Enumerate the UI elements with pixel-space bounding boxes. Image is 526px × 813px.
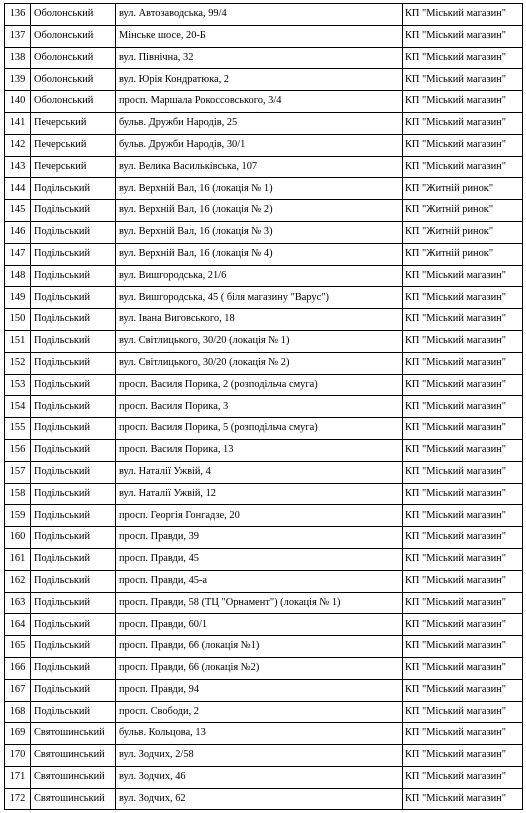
table-row — [5, 614, 523, 636]
district-cell: Святошинський — [31, 745, 116, 767]
row-number: 167 — [5, 679, 31, 701]
table-row — [5, 548, 523, 570]
district-cell: Подільський — [31, 592, 116, 614]
organization-cell: КП "Міський магазин" — [403, 505, 523, 527]
table-row — [5, 309, 523, 331]
organization-cell: КП "Міський магазин" — [403, 47, 523, 69]
table-row — [5, 69, 523, 91]
district-cell: Подільський — [31, 527, 116, 549]
table-row — [5, 657, 523, 679]
address-cell: вул. Юрія Кондратюка, 2 — [116, 69, 403, 91]
row-number: 143 — [5, 156, 31, 178]
address-cell: бульв. Дружби Народів, 30/1 — [116, 134, 403, 156]
district-cell: Подільський — [31, 548, 116, 570]
table-row — [5, 527, 523, 549]
address-cell: просп. Василя Порика, 5 (розподільча смуга) — [116, 418, 403, 440]
table-row — [5, 723, 523, 745]
district-cell: Подільський — [31, 636, 116, 658]
row-number: 153 — [5, 374, 31, 396]
address-cell: вул. Зодчих, 62 — [116, 788, 403, 810]
table-row — [5, 134, 523, 156]
organization-cell: КП "Міський магазин" — [403, 25, 523, 47]
address-cell: вул. Велика Васильківська, 107 — [116, 156, 403, 178]
organization-cell: КП "Міський магазин" — [403, 134, 523, 156]
table-row — [5, 505, 523, 527]
row-number: 169 — [5, 723, 31, 745]
organization-cell: КП "Міський магазин" — [403, 265, 523, 287]
address-cell: вул. Вишгородська, 45 ( біля магазину "Варус") — [116, 287, 403, 309]
row-number: 152 — [5, 352, 31, 374]
table-row — [5, 374, 523, 396]
address-cell: вул. Верхній Вал, 16 (локація № 1) — [116, 178, 403, 200]
row-number: 142 — [5, 134, 31, 156]
row-number: 140 — [5, 91, 31, 113]
row-number: 146 — [5, 221, 31, 243]
district-cell: Подільський — [31, 287, 116, 309]
district-cell: Оболонський — [31, 25, 116, 47]
row-number: 136 — [5, 4, 31, 26]
organization-cell: КП "Міський магазин" — [403, 701, 523, 723]
organization-cell: КП "Міський магазин" — [403, 439, 523, 461]
organization-cell: КП "Житній ринок" — [403, 243, 523, 265]
row-number: 144 — [5, 178, 31, 200]
address-cell: бульв. Дружби Народів, 25 — [116, 112, 403, 134]
row-number: 166 — [5, 657, 31, 679]
row-number: 171 — [5, 766, 31, 788]
organization-cell: КП "Міський магазин" — [403, 592, 523, 614]
table-row — [5, 418, 523, 440]
organization-cell: КП "Міський магазин" — [403, 69, 523, 91]
district-cell: Оболонський — [31, 4, 116, 26]
district-cell: Подільський — [31, 614, 116, 636]
table-row — [5, 4, 523, 26]
district-cell: Святошинський — [31, 766, 116, 788]
organization-cell: КП "Міський магазин" — [403, 483, 523, 505]
address-cell: просп. Свободи, 2 — [116, 701, 403, 723]
organization-cell: КП "Міський магазин" — [403, 636, 523, 658]
row-number: 147 — [5, 243, 31, 265]
district-cell: Подільський — [31, 243, 116, 265]
organization-cell: КП "Міський магазин" — [403, 352, 523, 374]
row-number: 155 — [5, 418, 31, 440]
organization-cell: КП "Міський магазин" — [403, 330, 523, 352]
organization-cell: КП "Міський магазин" — [403, 91, 523, 113]
organization-cell: КП "Міський магазин" — [403, 112, 523, 134]
row-number: 149 — [5, 287, 31, 309]
organization-cell: КП "Міський магазин" — [403, 156, 523, 178]
organization-cell: КП "Житній ринок" — [403, 200, 523, 222]
row-number: 141 — [5, 112, 31, 134]
district-cell: Подільський — [31, 352, 116, 374]
table-row — [5, 352, 523, 374]
organization-cell: КП "Міський магазин" — [403, 657, 523, 679]
organization-cell: КП "Міський магазин" — [403, 4, 523, 26]
organization-cell: КП "Міський магазин" — [403, 309, 523, 331]
district-cell: Подільський — [31, 396, 116, 418]
district-cell: Подільський — [31, 461, 116, 483]
table-row — [5, 25, 523, 47]
address-cell: просп. Василя Порика, 2 (розподільча смуга) — [116, 374, 403, 396]
table-row — [5, 156, 523, 178]
row-number: 151 — [5, 330, 31, 352]
organization-cell: КП "Міський магазин" — [403, 679, 523, 701]
row-number: 165 — [5, 636, 31, 658]
organization-cell: КП "Міський магазин" — [403, 374, 523, 396]
address-cell: вул. Зодчих, 2/58 — [116, 745, 403, 767]
address-cell: вул. Верхній Вал, 16 (локація № 4) — [116, 243, 403, 265]
organization-cell: КП "Міський магазин" — [403, 570, 523, 592]
address-cell: просп. Василя Порика, 3 — [116, 396, 403, 418]
table-row — [5, 439, 523, 461]
market-locations-table — [4, 3, 523, 810]
row-number: 164 — [5, 614, 31, 636]
organization-cell: КП "Міський магазин" — [403, 614, 523, 636]
organization-cell: КП "Міський магазин" — [403, 723, 523, 745]
district-cell: Подільський — [31, 570, 116, 592]
district-cell: Печерський — [31, 112, 116, 134]
row-number: 162 — [5, 570, 31, 592]
address-cell: бульв. Кольцова, 13 — [116, 723, 403, 745]
table-row — [5, 636, 523, 658]
district-cell: Подільський — [31, 265, 116, 287]
table-row — [5, 483, 523, 505]
table-row — [5, 788, 523, 810]
table-row — [5, 701, 523, 723]
organization-cell: КП "Міський магазин" — [403, 548, 523, 570]
address-cell: просп. Маршала Рокоссовського, 3/4 — [116, 91, 403, 113]
table-row — [5, 178, 523, 200]
district-cell: Подільський — [31, 178, 116, 200]
table-row — [5, 221, 523, 243]
district-cell: Подільський — [31, 374, 116, 396]
table-row — [5, 461, 523, 483]
address-cell: вул. Автозаводська, 99/4 — [116, 4, 403, 26]
address-cell: вул. Зодчих, 46 — [116, 766, 403, 788]
row-number: 158 — [5, 483, 31, 505]
row-number: 154 — [5, 396, 31, 418]
district-cell: Подільський — [31, 505, 116, 527]
row-number: 148 — [5, 265, 31, 287]
table-row — [5, 745, 523, 767]
organization-cell: КП "Міський магазин" — [403, 396, 523, 418]
district-cell: Подільський — [31, 418, 116, 440]
row-number: 172 — [5, 788, 31, 810]
district-cell: Подільський — [31, 439, 116, 461]
row-number: 145 — [5, 200, 31, 222]
address-cell: вул. Вишгородська, 21/6 — [116, 265, 403, 287]
row-number: 159 — [5, 505, 31, 527]
row-number: 163 — [5, 592, 31, 614]
table-row — [5, 243, 523, 265]
organization-cell: КП "Міський магазин" — [403, 766, 523, 788]
district-cell: Подільський — [31, 679, 116, 701]
row-number: 150 — [5, 309, 31, 331]
row-number: 139 — [5, 69, 31, 91]
district-cell: Святошинський — [31, 723, 116, 745]
organization-cell: КП "Міський магазин" — [403, 788, 523, 810]
address-cell: вул. Верхній Вал, 16 (локація № 2) — [116, 200, 403, 222]
address-cell: вул. Верхній Вал, 16 (локація № 3) — [116, 221, 403, 243]
district-cell: Святошинський — [31, 788, 116, 810]
address-cell: просп. Правди, 58 (ТЦ "Орнамент") (локація № 1) — [116, 592, 403, 614]
district-cell: Подільський — [31, 701, 116, 723]
row-number: 168 — [5, 701, 31, 723]
row-number: 156 — [5, 439, 31, 461]
row-number: 157 — [5, 461, 31, 483]
table-row — [5, 679, 523, 701]
table-row — [5, 112, 523, 134]
address-cell: вул. Івана Виговського, 18 — [116, 309, 403, 331]
organization-cell: КП "Житній ринок" — [403, 178, 523, 200]
table-row — [5, 200, 523, 222]
address-cell: просп. Георгія Гонгадзе, 20 — [116, 505, 403, 527]
address-cell: просп. Правди, 45-а — [116, 570, 403, 592]
address-cell: просп. Правди, 94 — [116, 679, 403, 701]
table-row — [5, 265, 523, 287]
district-cell: Подільський — [31, 200, 116, 222]
district-cell: Подільський — [31, 330, 116, 352]
table-body — [5, 4, 523, 810]
address-cell: просп. Правди, 39 — [116, 527, 403, 549]
address-cell: вул. Північна, 32 — [116, 47, 403, 69]
district-cell: Оболонський — [31, 91, 116, 113]
row-number: 138 — [5, 47, 31, 69]
district-cell: Подільський — [31, 309, 116, 331]
row-number: 161 — [5, 548, 31, 570]
table-row — [5, 396, 523, 418]
organization-cell: КП "Міський магазин" — [403, 418, 523, 440]
organization-cell: КП "Міський магазин" — [403, 527, 523, 549]
district-cell: Подільський — [31, 657, 116, 679]
table-row — [5, 91, 523, 113]
table-row — [5, 592, 523, 614]
address-cell: просп. Правди, 60/1 — [116, 614, 403, 636]
organization-cell: КП "Міський магазин" — [403, 461, 523, 483]
table-row — [5, 47, 523, 69]
address-cell: просп. Правди, 66 (локація №1) — [116, 636, 403, 658]
address-cell: вул. Світлицького, 30/20 (локація № 1) — [116, 330, 403, 352]
row-number: 137 — [5, 25, 31, 47]
district-cell: Оболонський — [31, 47, 116, 69]
district-cell: Оболонський — [31, 69, 116, 91]
organization-cell: КП "Міський магазин" — [403, 745, 523, 767]
address-cell: вул. Наталії Ужвій, 4 — [116, 461, 403, 483]
address-cell: вул. Світлицького, 30/20 (локація № 2) — [116, 352, 403, 374]
address-cell: просп. Правди, 45 — [116, 548, 403, 570]
district-cell: Подільський — [31, 221, 116, 243]
address-cell: вул. Наталії Ужвій, 12 — [116, 483, 403, 505]
organization-cell: КП "Міський магазин" — [403, 287, 523, 309]
district-cell: Подільський — [31, 483, 116, 505]
district-cell: Печерський — [31, 134, 116, 156]
table-row — [5, 766, 523, 788]
address-cell: просп. Правди, 66 (локація №2) — [116, 657, 403, 679]
organization-cell: КП "Житній ринок" — [403, 221, 523, 243]
table-row — [5, 330, 523, 352]
table-row — [5, 570, 523, 592]
address-cell: просп. Василя Порика, 13 — [116, 439, 403, 461]
row-number: 170 — [5, 745, 31, 767]
district-cell: Печерський — [31, 156, 116, 178]
table-row — [5, 287, 523, 309]
address-cell: Мінське шосе, 20-Б — [116, 25, 403, 47]
row-number: 160 — [5, 527, 31, 549]
